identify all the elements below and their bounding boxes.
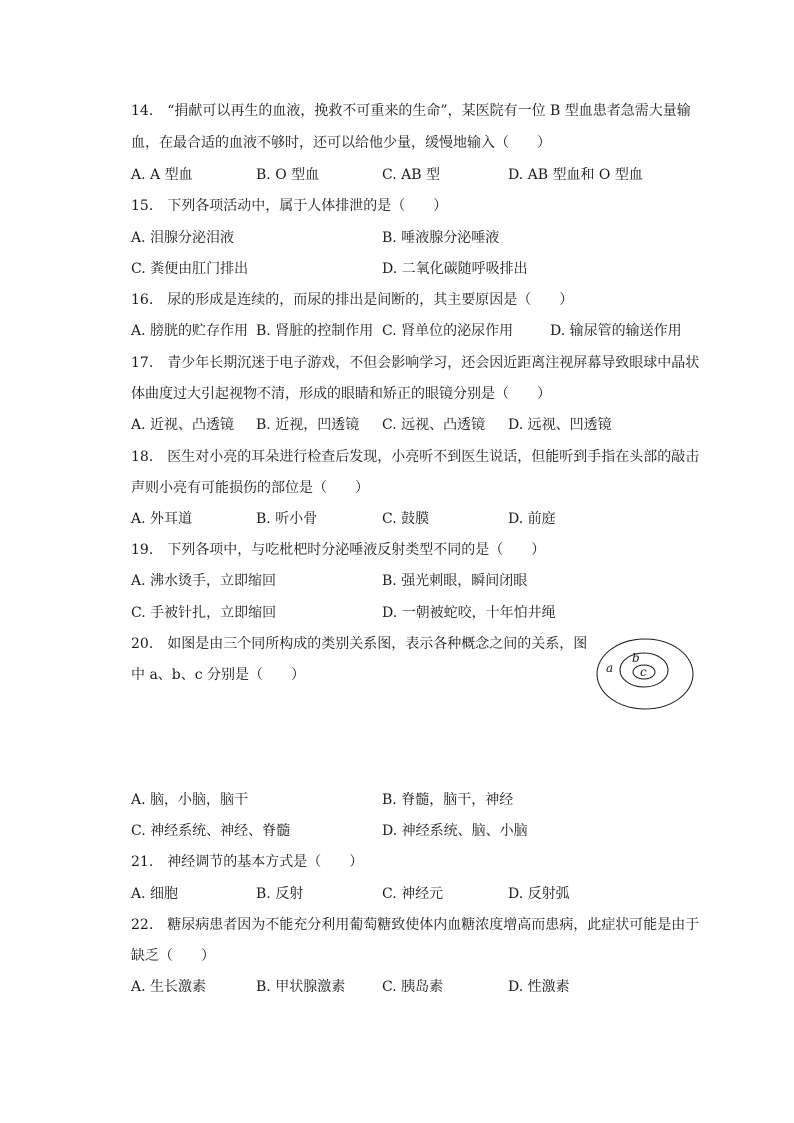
q20-option-d: D. 神经系统、脑、小脑 [382, 823, 528, 839]
q22-option-c: C. 胰岛素 [382, 979, 444, 995]
q18-stem-line-1: 18. 医生对小亮的耳朵进行检查后发现，小亮听不到医生说话，但能听到手指在头部的敲击 [131, 449, 700, 465]
q21-option-c: C. 神经元 [382, 886, 444, 902]
label-c: c [640, 665, 647, 679]
q19-option-c: C. 手被针扎，立即缩回 [131, 605, 277, 621]
q17-option-b: B. 近视，凹透镜 [256, 417, 360, 433]
q22-option-b: B. 甲状腺激素 [256, 979, 346, 995]
q14-option-d: D. AB 型血和 O 型血 [508, 167, 643, 183]
q22-option-a: A. 生长激素 [131, 979, 207, 995]
q21-option-b: B. 反射 [256, 886, 304, 902]
q17-stem-line-2: 体曲度过大引起视物不清，形成的眼睛和矫正的眼镜分别是（ ） [131, 386, 551, 402]
q16-option-a: A. 膀胱的贮存作用 [131, 323, 249, 339]
q14-stem-line-2: 血，在最合适的血液不够时，还可以给他少量，缓慢地输入（ ） [131, 135, 551, 151]
q21-option-a: A. 细胞 [131, 886, 179, 902]
q14-option-a: A. A 型血 [131, 167, 193, 183]
q19-stem: 19. 下列各项中，与吃枇杷时分泌唾液反射类型不同的是（ ） [131, 542, 546, 558]
q20-option-b: B. 脊髓，脑干，神经 [382, 792, 514, 808]
label-a: a [606, 661, 614, 675]
q15-option-b: B. 唾液腺分泌唾液 [382, 230, 500, 246]
q22-stem-line-2: 缺乏（ ） [131, 948, 215, 964]
q20-option-a: A. 脑，小脑，脑干 [131, 792, 249, 808]
q21-stem: 21. 神经调节的基本方式是（ ） [131, 854, 364, 870]
q19-option-b: B. 强光刺眼，瞬间闭眼 [382, 573, 528, 589]
q22-stem-line-1: 22. 糖尿病患者因为不能充分利用葡萄糖致使体内血糖浓度增高而患病，此症状可能是由于 [131, 917, 700, 933]
q20-stem-line-2: 中 a、b、c 分别是（ ） [131, 667, 306, 683]
q21-option-d: D. 反射弧 [508, 886, 570, 902]
q22-option-d: D. 性激素 [508, 979, 570, 995]
q18-option-c: C. 鼓膜 [382, 511, 430, 527]
q14-option-b: B. O 型血 [256, 167, 320, 183]
q17-option-d: D. 远视、凹透镜 [508, 417, 612, 433]
q17-stem-line-1: 17. 青少年长期沉迷于电子游戏，不但会影响学习，还会因近距离注视屏幕导致眼球中晶状 [131, 355, 700, 371]
q15-stem: 15. 下列各项活动中，属于人体排泄的是（ ） [131, 198, 448, 214]
q15-option-d: D. 二氧化碳随呼吸排出 [382, 261, 528, 277]
q19-option-a: A. 沸水烫手，立即缩回 [131, 573, 277, 589]
q16-option-c: C. 肾单位的泌尿作用 [382, 323, 514, 339]
label-b: b [632, 651, 640, 665]
q19-option-d: D. 一朝被蛇咬，十年怕井绳 [382, 605, 556, 621]
concept-relation-diagram [596, 636, 696, 712]
q15-option-c: C. 粪便由肛门排出 [131, 261, 249, 277]
q14-option-c: C. AB 型 [382, 167, 440, 183]
q18-option-d: D. 前庭 [508, 511, 556, 527]
q18-option-a: A. 外耳道 [131, 511, 193, 527]
q20-stem-line-1: 20. 如图是由三个同所构成的类别关系图，表示各种概念之间的关系，图 [131, 636, 588, 652]
q16-option-b: B. 肾脏的控制作用 [256, 323, 374, 339]
q15-option-a: A. 泪腺分泌泪液 [131, 230, 235, 246]
q16-option-d: D. 输尿管的输送作用 [550, 323, 682, 339]
q17-option-a: A. 近视、凸透镜 [131, 417, 235, 433]
q14-stem-line-1: 14. “捐献可以再生的血液，挽救不可重来的生命”，某医院有一位 B 型血患者急需大量输 [131, 103, 691, 119]
q18-stem-line-2: 声则小亮有可能损伤的部位是（ ） [131, 480, 369, 496]
q17-option-c: C. 远视、凸透镜 [382, 417, 486, 433]
q18-option-b: B. 听小骨 [256, 511, 318, 527]
q16-stem: 16. 尿的形成是连续的，而尿的排出是间断的，其主要原因是（ ） [131, 292, 574, 308]
q20-option-c: C. 神经系统、神经、脊髓 [131, 823, 291, 839]
